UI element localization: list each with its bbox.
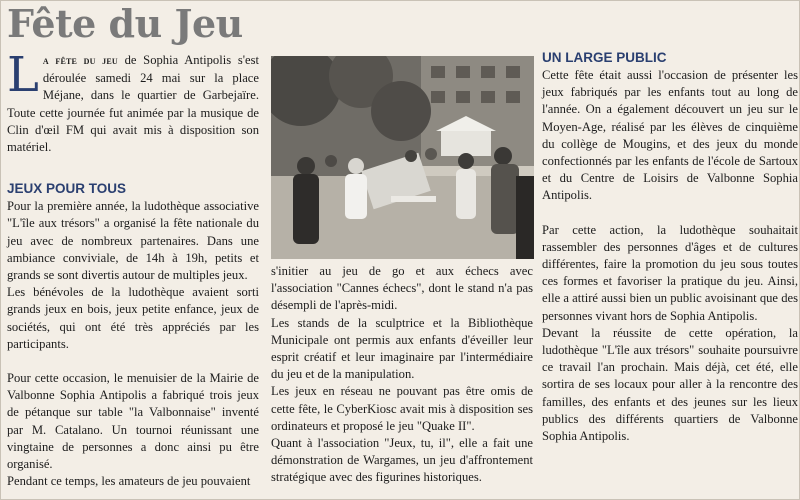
paragraph: Cette fête était aussi l'occasion de présenter les jeux fabriqués par les enfants tout au long de l'année. On a également découvert un jeu sur le Moyen-Age, réalisé par les élèves de cinquième du collège de Mougins, et des jeux du monde confectionnés par les enfants de l'école de Sartoux et du Centre de Loisirs de Valbonne Sophia Antipolis. bbox=[542, 68, 798, 203]
paragraph: Les bénévoles de la ludothèque avaient sorti grands jeux en bois, jeux petite enfance, jeux de sociétés, qui ont été très appréciés par les participants. bbox=[7, 285, 259, 351]
section-heading-un-large-public: UN LARGE PUBLIC bbox=[542, 50, 667, 65]
drop-cap: L bbox=[7, 47, 39, 103]
paragraph: Par cette action, la ludothèque souhaitait rassembler des personnes d'âges et de cultures différentes, faire la promotion du jeu sous toutes ces formes et favoriser la pratique du jeu. Ainsi, elle a attiré aussi bien un public avoisinant que des personnes vivant hors de Sophia Antipolis. bbox=[542, 222, 798, 323]
intro-text: de Sophia Antipolis s'est déroulée samedi 24 mai sur la place Méjane, dans le quartier de Garbejaïre. Toute cette journée fut animée par la musique de Clin d'œil FM qui avait mis à disposition son matériel. bbox=[7, 53, 259, 155]
intro-lead: a fête du jeu bbox=[42, 55, 118, 67]
paragraph: Les jeux en réseau ne pouvant pas être omis de cette fête, le CyberKiosc avait mis à disposition ses ordinateurs et proposé le jeu "Quake II". bbox=[271, 384, 533, 433]
column-middle bbox=[271, 263, 533, 487]
column-left bbox=[7, 47, 259, 490]
article-title: Fête du Jeu bbox=[7, 1, 243, 46]
paragraph: Pour la première année, la ludothèque associative "L'île aux trésors" a organisé la fête nationale du jeu avec de nombreux partenaires. Dans une ambiance conviviale, de 14h à 19h, petits et grands se sont divertis autour de multiples jeux. bbox=[7, 199, 259, 283]
paragraph: s'initier au jeu de go et aux échecs avec l'association "Cannes échecs", dont le stand n'a pas désempli de l'après-midi. bbox=[271, 264, 533, 313]
section-heading-jeux-pour-tous: JEUX POUR TOUS bbox=[7, 181, 127, 197]
column-right bbox=[542, 50, 798, 445]
paragraph: Pendant ce temps, les amateurs de jeu pouvaient bbox=[7, 474, 251, 489]
intro-paragraph bbox=[7, 47, 259, 156]
paragraph: Les stands de la sculptrice et la Bibliothèque Municipale ont permis aux enfants d'éveiller leur esprit créatif et leur imaginaire par l'intermédiaire du jeu et de la manipulation. bbox=[271, 315, 533, 382]
paragraph: Quant à l'association "Jeux, tu, il", elle a fait une démonstration de Wargames, un jeu d'affrontement stratégique avec des figurines historiques. bbox=[271, 436, 533, 485]
photo-illustration bbox=[271, 56, 534, 259]
paragraph: Devant la réussite de cette opération, la ludothèque "L'île aux trésors" souhaite poursuivre ce travail l'an prochain. Mais déjà, cet été, elle sortira de ses locaux pour aller à la rencontre des familles, des enfants et des jeunes sur les lieux publics des différents quartiers de Valbonne Sophia Antipolis. bbox=[542, 325, 798, 444]
paragraph: Pour cette occasion, le menuisier de la Mairie de Valbonne Sophia Antipolis a fabriqué trois jeux de pétanque sur table "la Valbonnaise" inventé par M. Catalano. Un tournoi réunissant une vingtaine de personnes a donc ainsi pu être organisé. bbox=[7, 371, 259, 472]
event-photo bbox=[271, 56, 534, 259]
